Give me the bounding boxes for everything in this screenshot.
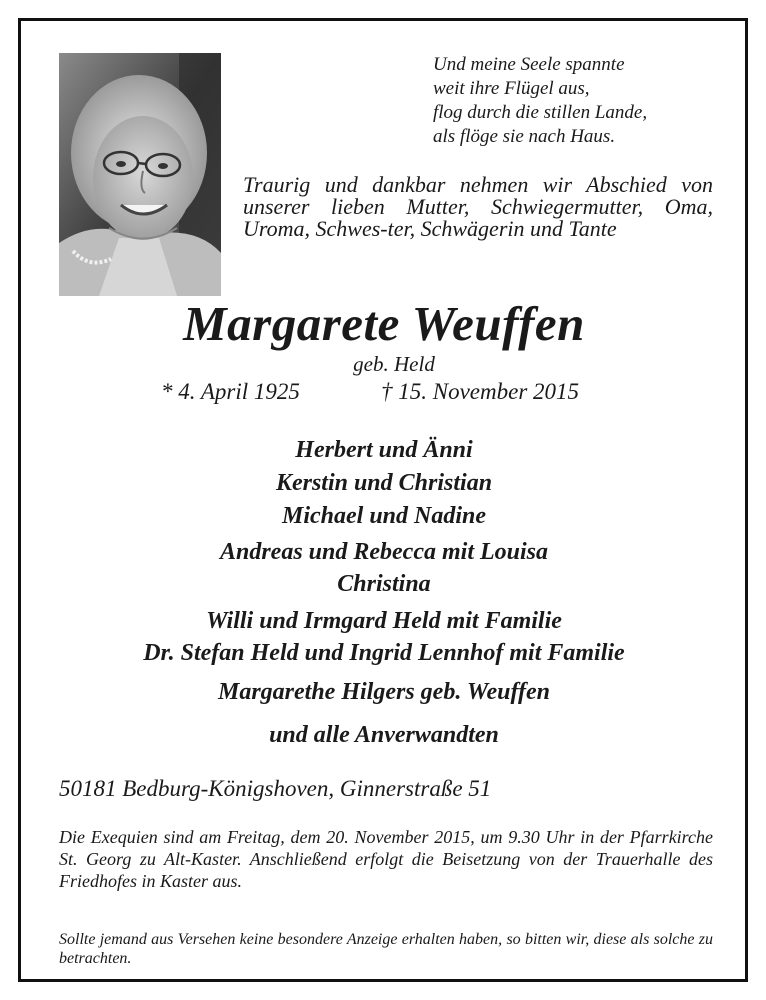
intro-text: Traurig und dankbar nehmen wir Abschied von unserer lieben Mutter, Schwiegermutter, Oma, Uroma, Schwes-ter, Schwägerin und Tante: [243, 172, 713, 241]
notice-text: Sollte jemand aus Versehen keine besondere Anzeige erhalten haben, so bitten wir, diese als solche zu betrachten.: [59, 931, 713, 967]
obituary-frame: [18, 18, 748, 982]
life-dates: [161, 379, 661, 405]
deceased-name: Margarete Weuffen: [183, 296, 585, 351]
portrait-image: [59, 53, 221, 296]
mourner-line: Christina: [337, 571, 431, 597]
mourner-line: und alle Anverwandten: [269, 722, 499, 748]
poem-line: Und meine Seele spannte: [433, 54, 625, 75]
mourner-line: Michael und Nadine: [281, 503, 487, 529]
poem-line: flog durch die stillen Lande,: [433, 102, 648, 123]
poem-line: als flöge sie nach Haus.: [433, 126, 616, 147]
mourner-line: Dr. Stefan Held und Ingrid Lennhof mit Familie: [143, 640, 625, 666]
address: 50181 Bedburg-Königshoven, Ginnerstraße 51: [59, 776, 492, 801]
death-date: † 15. November 2015: [381, 379, 580, 404]
maiden-name: geb. Held: [353, 352, 435, 376]
funeral-details: Die Exequien sind am Freitag, dem 20. November 2015, um 9.30 Uhr in der Pfarrkirche St. Georg zu Alt-Kaster. Anschließend erfolgt die Beisetzung von der Trauerhalle des Friedhofes in Kaster aus.: [59, 827, 713, 891]
poem-line: weit ihre Flügel aus,: [433, 78, 590, 99]
mourner-line: Willi und Irmgard Held mit Familie: [206, 608, 562, 634]
mourner-line: Herbert und Änni: [295, 437, 473, 463]
poem: [433, 53, 723, 149]
portrait-photo: [59, 53, 221, 296]
mourner-line: Andreas und Rebecca mit Louisa: [219, 539, 549, 565]
mourner-line: Kerstin und Christian: [275, 470, 493, 496]
mourner-line: Margarethe Hilgers geb. Weuffen: [217, 679, 550, 705]
birth-date: * 4. April 1925: [161, 379, 300, 404]
